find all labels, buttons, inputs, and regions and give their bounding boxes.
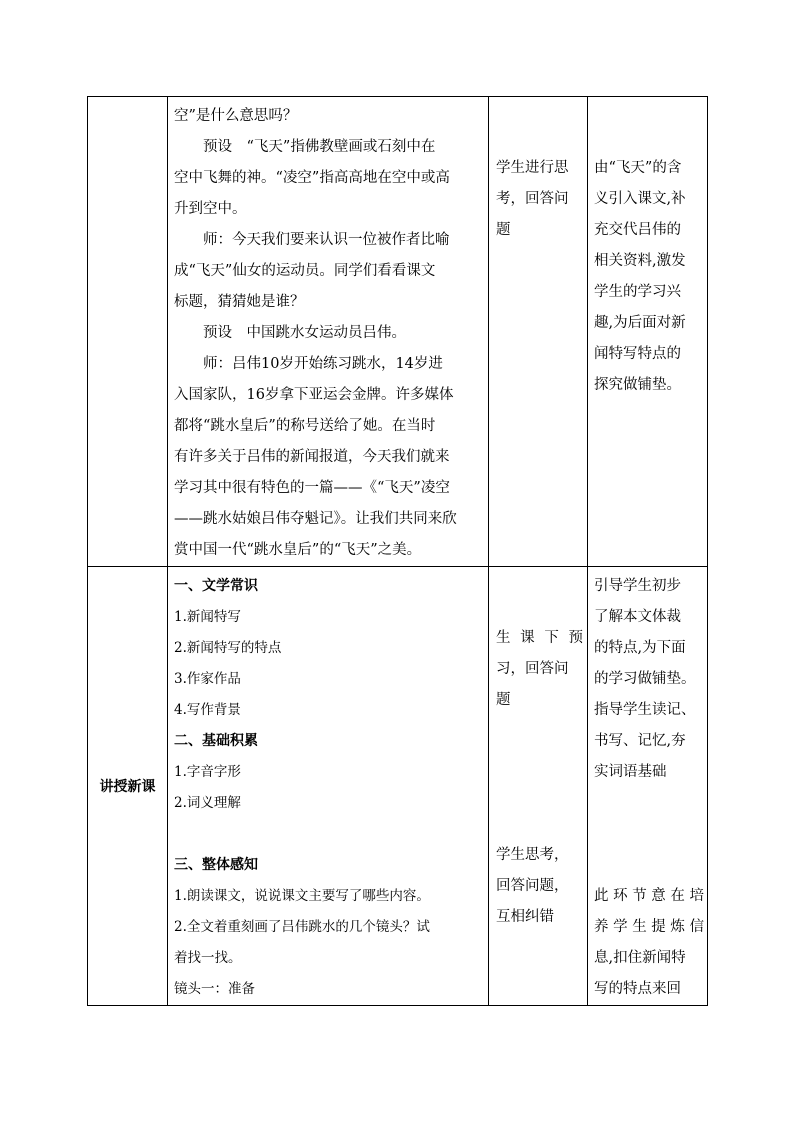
text-line: 2.新闻特写的特点 [174,640,282,656]
text-line: 息,扣住新闻特 [594,950,686,966]
text-line: 成“飞天”仙女的运动员。同学们看看课文 [174,263,436,279]
text-line: 赏中国一代“跳水皇后”的“飞天”之美。 [174,542,422,558]
text-line: 空中飞舞的神。“凌空”指高高地在空中或高 [174,170,450,186]
design-intent-cell [588,97,708,567]
heading-line: 二、基础积累 [174,733,258,749]
text-line: 实词语基础 [594,764,667,780]
text-line: 学生的学习兴 [594,284,681,300]
text-line: 标题，猜猜她是谁？ [174,294,305,310]
text-line: 回答问题， [496,878,569,894]
text-line: 空”是什么意思吗？ [174,108,298,124]
text-line: 趣,为后面对新 [594,315,686,331]
text-line: 充交代吕伟的 [594,222,681,238]
text-line: 1.新闻特写 [174,609,241,625]
text-line: 互相纠错 [496,909,554,925]
text-line: 3.作家作品 [174,671,241,687]
text-line: 预设 “飞天”指佛教壁画或石刻中在 [203,139,436,155]
text-line: 的特点,为下面 [594,640,686,656]
text-line: ——跳水姑娘吕伟夺魁记》。让我们共同来欣 [174,511,457,527]
text-line: 由“飞天”的含 [594,160,682,176]
text-line: 都将“跳水皇后”的称号送给了她。在当时 [174,418,436,434]
text-line: 相关资料,激发 [594,253,686,269]
text-line: 写的特点来回 [594,981,681,997]
text-line: 1.朗读课文，说说课文主要写了哪些内容。 [174,888,430,904]
text-line: 书写、记忆,夯 [594,733,686,749]
text-line: 探究做铺垫。 [594,377,681,393]
table-row [88,97,708,567]
text-line: 有许多关于吕伟的新闻报道，今天我们就来 [174,449,450,465]
text-line: 升到空中。 [174,201,247,217]
text-line: 义引入课文,补 [594,191,686,207]
student-activity-cell [489,567,588,1006]
text-line: 题 [496,222,511,238]
text-line: 师：今天我们要来认识一位被作者比喻 [203,232,450,248]
text-line: 闻特写特点的 [594,346,681,362]
section-label: 讲授新课 [88,567,168,1006]
student-activity-cell [489,97,588,567]
heading-line: 一、文学常识 [174,578,258,594]
text-line: 学生思考， [496,847,569,863]
text-line: 引导学生初步 [594,578,681,594]
text-line: 生课下预 [496,630,583,646]
text-line: 此环节意在培 [594,888,704,904]
text-line: 1.字音字形 [174,764,241,780]
text-line: 师：吕伟10岁开始练习跳水，14岁进 [203,356,443,372]
text-line: 学生进行思 [496,160,569,176]
lesson-plan-table [87,96,708,1006]
teacher-activity-cell [168,97,489,567]
text-line: 习，回答问 [496,661,569,677]
table-row [88,567,708,1006]
text-line: 2.词义理解 [174,795,241,811]
heading-line: 三、整体感知 [174,857,258,873]
text-line: 的学习做铺垫。 [594,671,696,687]
text-line: 考，回答问 [496,191,569,207]
text-line: 指导学生读记、 [594,702,696,718]
teacher-activity-cell [168,567,489,1006]
text-line: 2.全文着重刻画了吕伟跳水的几个镜头？试 [174,919,430,935]
text-line: 镜头一：准备 [174,981,255,997]
text-line: 题 [496,692,511,708]
design-intent-cell [588,567,708,1006]
text-line: 入国家队，16岁拿下亚运会金牌。许多媒体 [174,387,454,403]
text-line: 预设 中国跳水女运动员吕伟。 [203,325,406,341]
section-cell [88,97,168,567]
text-line: 了解本文体裁 [594,609,681,625]
text-line: 养学生提炼信 [594,919,704,935]
text-line: 学习其中很有特色的一篇——《“飞天”凌空 [174,480,450,496]
text-line: 4.写作背景 [174,702,241,718]
text-line: 着找一找。 [174,950,242,966]
